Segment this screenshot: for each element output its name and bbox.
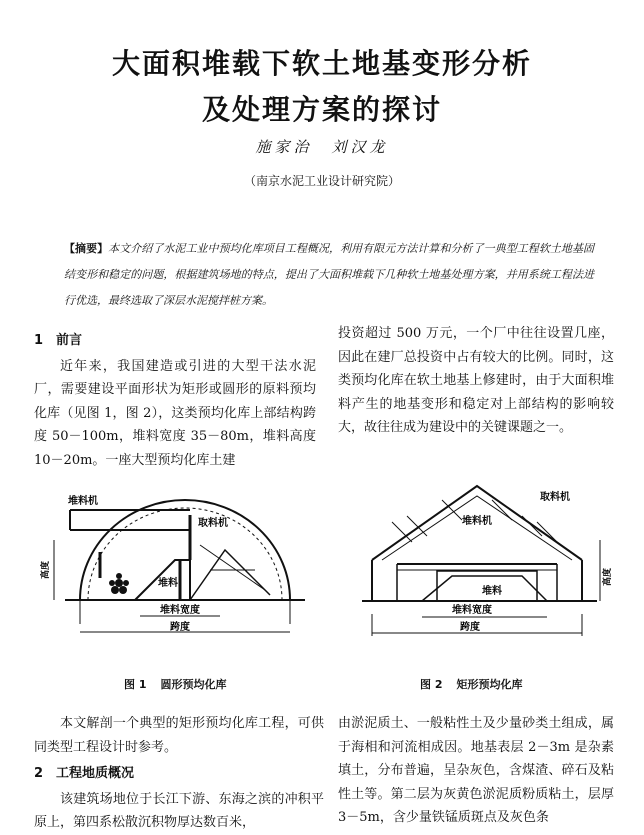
abstract-text: 本文介绍了水泥工业中预均化库项目工程概况，利用有限元方法计算和分析了一典型工程软土地基固结变形和稳定的问题，根据建筑场地的特点，提出了大面积堆载下几种软土地基处理方案，并用系统工程法进行优选，最终选取了深层水泥搅拌桩方案。 <box>64 242 594 307</box>
abstract-label: 【摘要】 <box>64 242 109 255</box>
fig1-label-pile: 堆料 <box>158 578 178 589</box>
title-line-1: 大面积堆载下软土地基变形分析 <box>111 47 532 80</box>
figure-2-diagram <box>352 476 622 651</box>
fig2-label-stacker: 堆料机 <box>462 516 492 527</box>
figure-1-number: 图 1 <box>124 678 147 691</box>
section2-paragraph-right: 由淤泥质土、一般粘性土及少量砂类土组成，属于海相和河流相成因。地基表层 2－3m 是杂素填土，分布普遍，呈杂灰色，含煤渣、碎石及粘性土等。第二层为灰黄色淤泥质粉质粘土，层厚 3－5m，含少量铁锰质斑点及灰色条 <box>338 716 614 825</box>
figure-2-title: 矩形预均化库 <box>456 678 523 691</box>
affiliation: （南京水泥工业设计研究院） <box>243 174 400 188</box>
body-intro-paragraph: 本文解剖一个典型的矩形预均化库工程，可供同类型工程设计时参考。 <box>34 716 324 755</box>
fig2-label-reclaimer: 取料机 <box>540 492 570 503</box>
fig1-label-height: 高度 <box>41 560 51 579</box>
fig2-label-span: 跨度 <box>460 622 480 633</box>
fig1-label-pile-width: 堆料宽度 <box>160 605 200 616</box>
bottom-left-column <box>34 712 324 835</box>
figure-1-caption <box>124 676 226 692</box>
section2-paragraph-left: 该建筑场地位于长江下游、东海之滨的冲积平原上，第四系松散沉积物厚达数百米， <box>34 791 324 830</box>
fig2-label-pile: 堆料 <box>482 586 502 597</box>
abstract <box>64 236 594 314</box>
section2-heading: 2 工程地质概况 <box>34 766 135 781</box>
section1-paragraph-left: 近年来，我国建造或引进的大型干法水泥厂，需要建设平面形状为矩形或圆形的原料预均化库（见图 1，图 2），这类预均化库上部结构跨度 50－100m，堆料宽度 35－80m，堆料高度 10－20m。一座大型预均化库土建 <box>34 358 316 468</box>
bottom-right-column <box>338 712 614 830</box>
section1-paragraph-right: 投资超过 500 万元，一个厂中往往设置几座，因此在建厂总投资中占有较大的比例。同时，这类预均化库在软土地基上修建时，由于大面积堆料产生的地基变形和稳定对上部结构的影响较大，故往往成为建设中的关键课题之一。 <box>338 326 614 435</box>
authors: 施家治 刘汉龙 <box>255 138 389 156</box>
section1-right-column <box>338 322 614 440</box>
fig1-label-reclaimer: 取料机 <box>198 518 228 529</box>
section1-left-column <box>34 329 316 472</box>
figure-2-number: 图 2 <box>420 678 443 691</box>
figure-1-title: 圆形预均化库 <box>160 678 227 691</box>
section1-heading: 1 前言 <box>34 333 83 348</box>
title-line-2: 及处理方案的探讨 <box>201 93 442 126</box>
fig1-label-stacker: 堆料机 <box>68 496 98 507</box>
fig2-label-height: 高度 <box>603 567 613 586</box>
figure-2-caption <box>420 676 522 692</box>
figure-1-diagram <box>40 490 325 650</box>
fig1-label-span: 跨度 <box>170 622 190 633</box>
fig2-label-pile-width: 堆料宽度 <box>452 605 492 616</box>
